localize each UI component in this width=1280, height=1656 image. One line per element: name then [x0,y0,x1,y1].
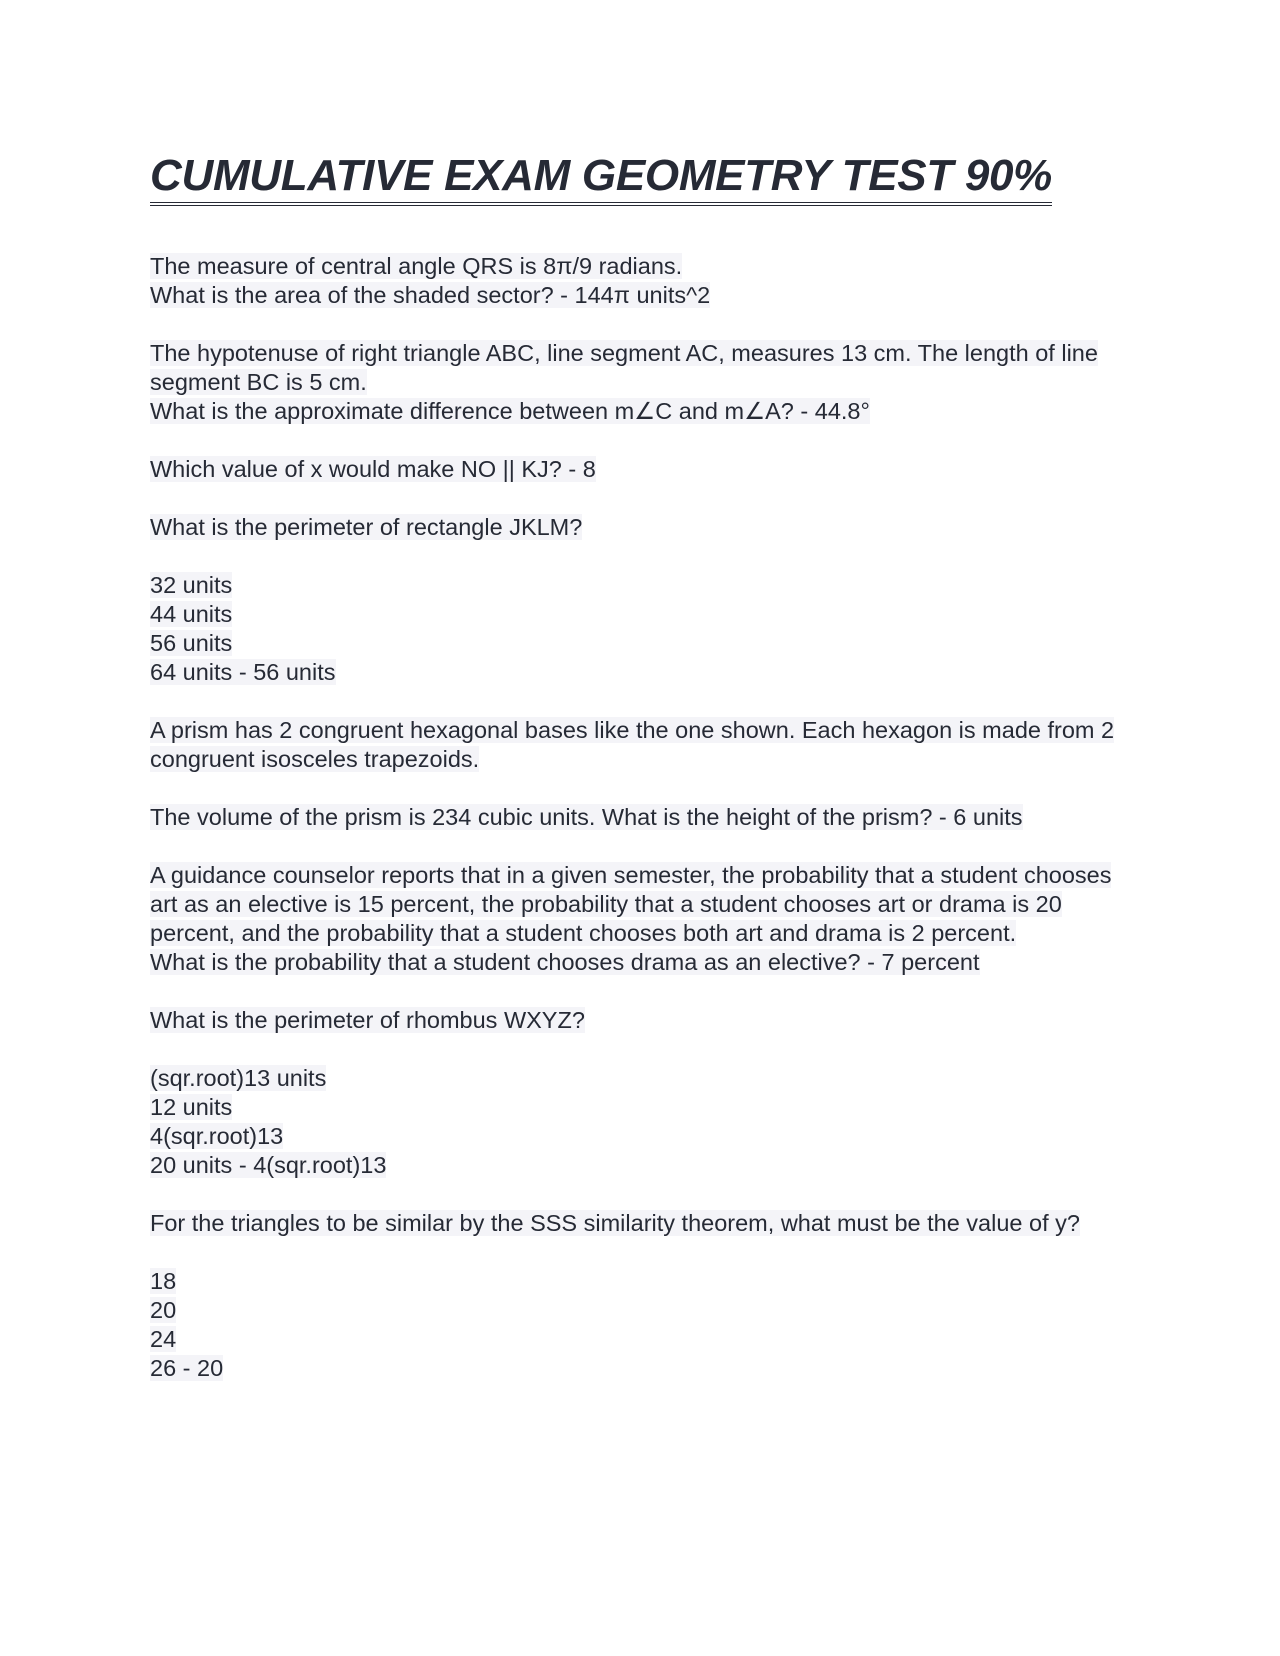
text-line: The measure of central angle QRS is 8π/9 radians. [150,253,683,279]
text-line: What is the approximate difference between m∠C and m∠A? - 44.8° [150,398,870,424]
option-line: 32 units [150,572,233,598]
option-line: 20 [150,1297,177,1323]
question-paragraph [150,1006,1130,1035]
question-paragraph [150,339,1130,426]
option-line: 26 - 20 [150,1355,224,1381]
text-line: A guidance counselor reports that in a given semester, the probability that a student chooses art as an elective is 15 percent, the probability that a student chooses art or drama is 20 percent, and the probability that a student chooses both art and drama is 2 percent. [150,862,1112,946]
text-line: What is the area of the shaded sector? - 144π units^2 [150,282,711,308]
question-paragraph [150,861,1130,977]
question-paragraph [150,1209,1130,1238]
answer-options [150,1064,1130,1180]
document-body [150,252,1130,1383]
question-paragraph [150,252,1130,310]
text-line: The volume of the prism is 234 cubic units. What is the height of the prism? - 6 units [150,804,1023,830]
answer-options [150,571,1130,687]
option-line: 18 [150,1268,177,1294]
text-line: Which value of x would make NO || KJ? - 8 [150,456,596,482]
option-line: 12 units [150,1094,233,1120]
option-line: 64 units - 56 units [150,659,336,685]
text-line: What is the perimeter of rectangle JKLM? [150,514,583,540]
text-line: What is the perimeter of rhombus WXYZ? [150,1007,585,1033]
question-paragraph [150,803,1130,832]
option-line: 4(sqr.root)13 [150,1123,284,1149]
text-line: What is the probability that a student chooses drama as an elective? - 7 percent [150,949,980,975]
option-line: 24 [150,1326,177,1352]
question-paragraph [150,455,1130,484]
option-line: (sqr.root)13 units [150,1065,327,1091]
document-title: CUMULATIVE EXAM GEOMETRY TEST 90% [150,150,1052,206]
question-paragraph [150,513,1130,542]
option-line: 44 units [150,601,233,627]
option-line: 20 units - 4(sqr.root)13 [150,1152,387,1178]
option-line: 56 units [150,630,233,656]
text-line: The hypotenuse of right triangle ABC, line segment AC, measures 13 cm. The length of line segment BC is 5 cm. [150,340,1098,395]
text-line: A prism has 2 congruent hexagonal bases like the one shown. Each hexagon is made from 2 congruent isosceles trapezoids. [150,717,1115,772]
question-paragraph [150,716,1130,774]
answer-options [150,1267,1130,1383]
text-line: For the triangles to be similar by the SSS similarity theorem, what must be the value of y? [150,1210,1080,1236]
document-page [150,150,1130,1412]
